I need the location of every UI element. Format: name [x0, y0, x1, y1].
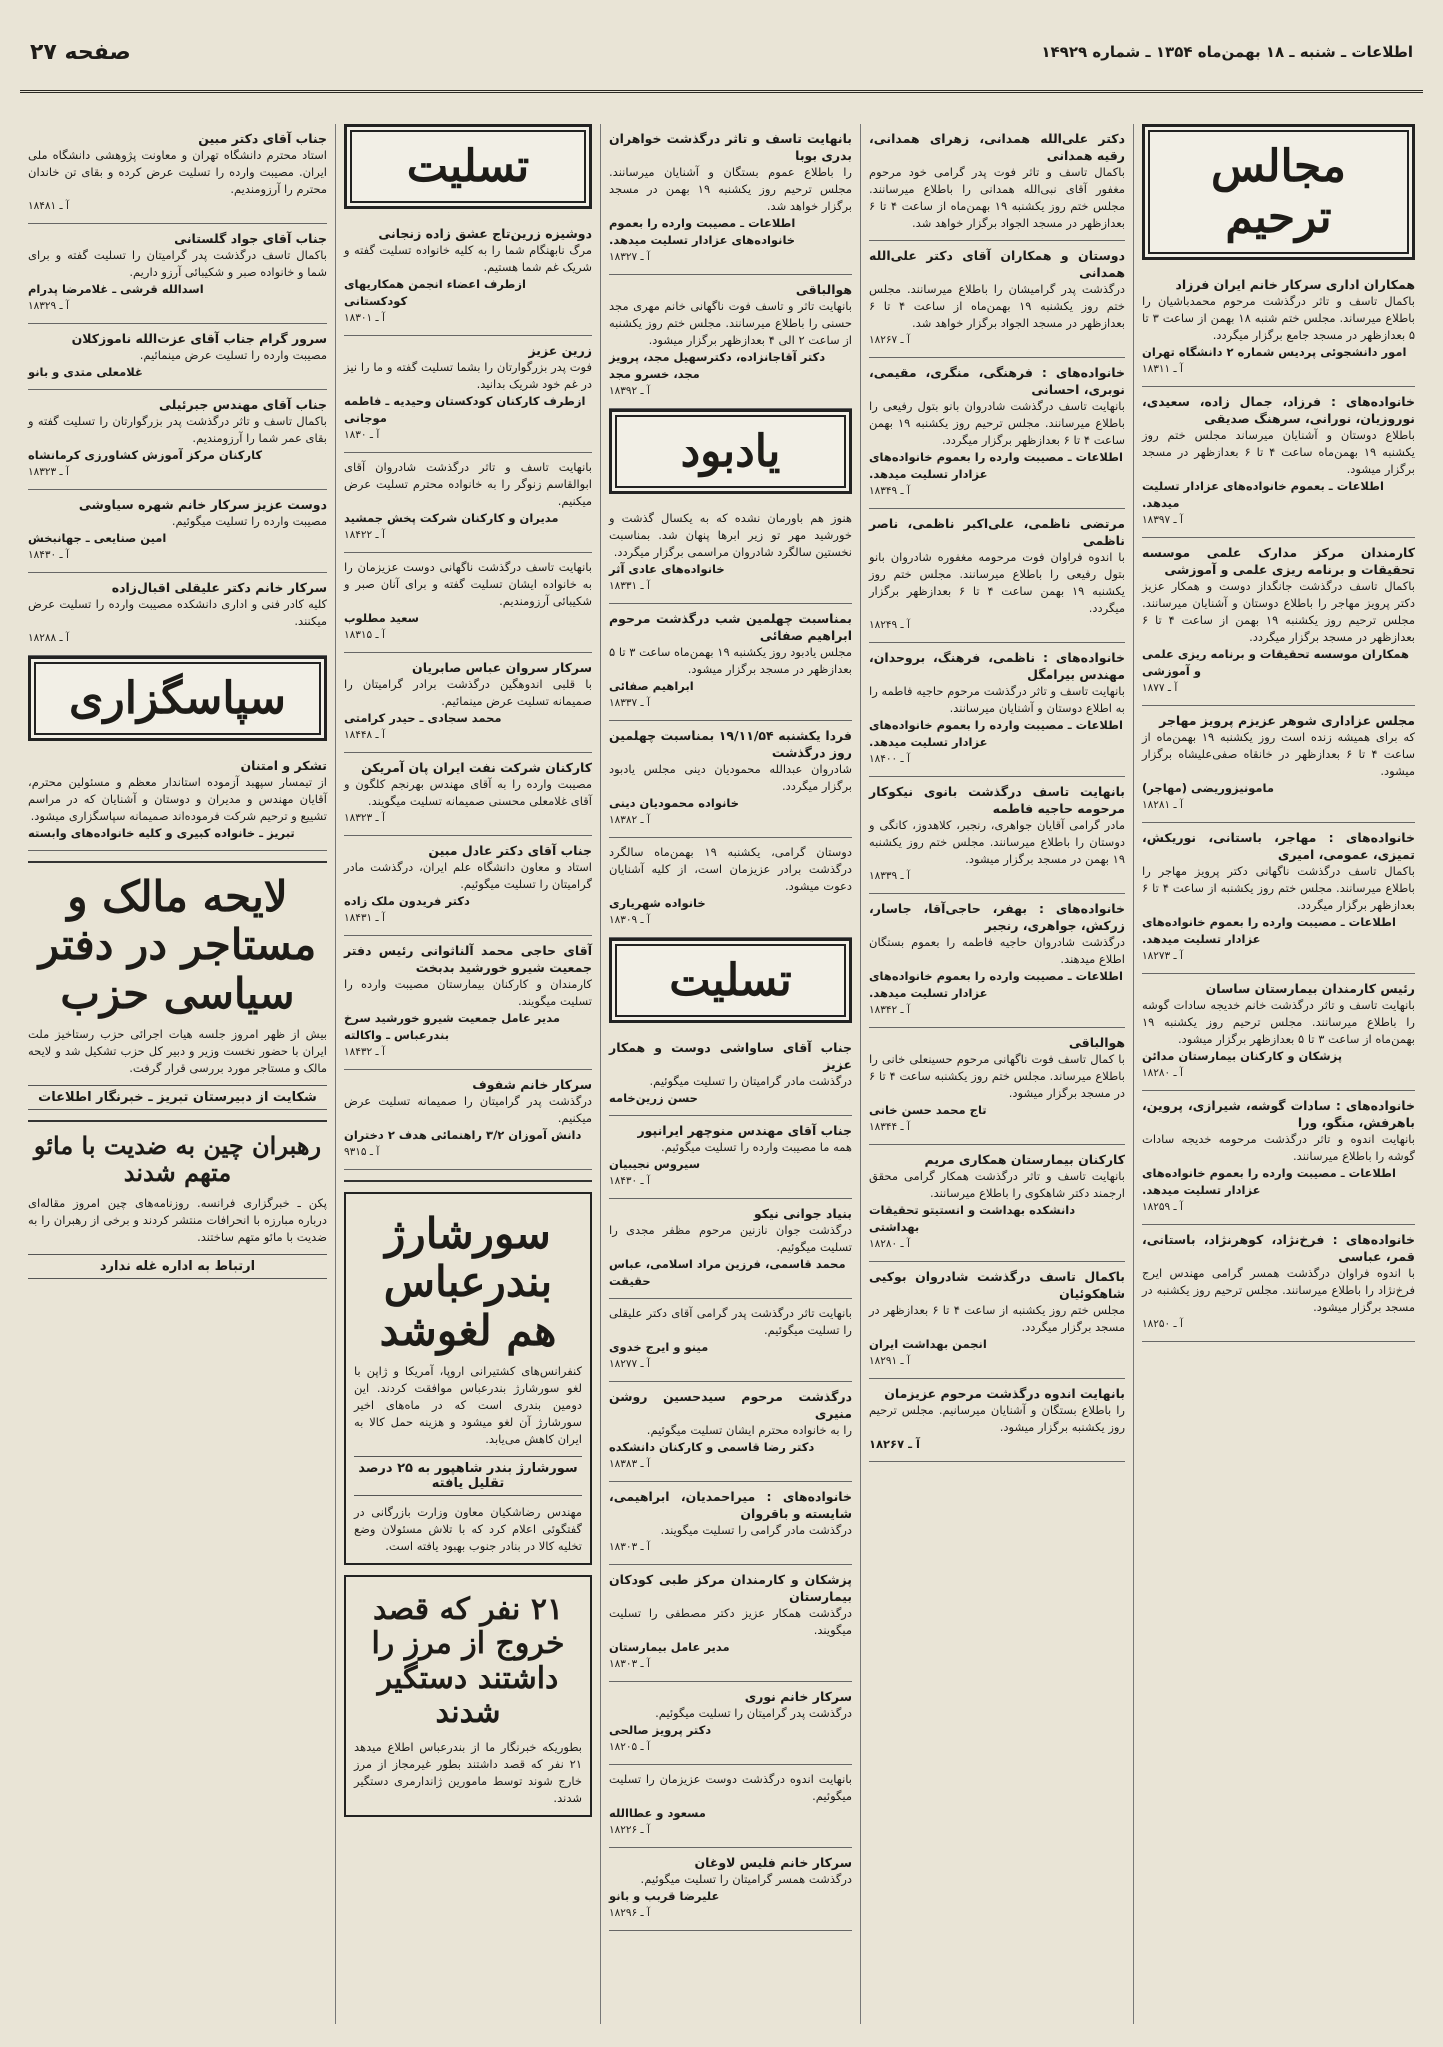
banner-majalis: مجالس ترحیم	[1142, 124, 1415, 260]
notice-code: آ ـ ۱۸۳۲۳	[28, 466, 69, 478]
notice-heading: خانواده‌های : فرزاد، جمال زاده، سعیدی، نوروزیان، نورانی، سرهنگ صدیقی	[1142, 394, 1415, 426]
notice-body: بانهایت تاسف و تاثر درگذشت همکار گرامی محقق ارجمند دکتر شاهکوی را باطلاع میرسانند.	[869, 1169, 1125, 1200]
notice	[344, 1070, 592, 1170]
notice-body: کلیه کادر فنی و اداری دانشکده مصیبت وارده را تسلیت عرض میکنند.	[28, 597, 327, 628]
col3-notices-bottom	[609, 1033, 852, 1931]
notice-code: آ ـ ۱۸۴۳۰	[28, 549, 69, 561]
notice-signature: امور دانشجوئی پردیس شماره ۲ دانشگاه تهران	[1142, 345, 1407, 359]
notice-code: آ ـ ۹۳۱۵	[344, 1146, 380, 1158]
column-4	[335, 124, 600, 2024]
notice-signature: خانواده شهریاری	[609, 896, 706, 910]
notice-code: آ ـ ۱۸۳۰۳	[609, 1658, 650, 1670]
notice-signature: اطلاعات ـ بعموم خانواده‌های عزادار تسلیت میدهد.	[1142, 479, 1384, 510]
notice-heading: تشکر و امتنان	[240, 758, 327, 773]
notice-heading: بمناسبت چهلمین شب درگذشت مرحوم ابراهیم صفائی	[609, 611, 852, 643]
news-lavayeh-title: لایحه مالک و مستاجر در دفتر سیاسی حزب	[38, 872, 317, 1018]
news-surcharge-subhead: سورشارژ بندر شاهپور به ۲۵ درصد تقلیل یافته	[354, 1456, 582, 1496]
notice-heading: سرکار سروان عباس صابریان	[412, 660, 592, 675]
page-number: صفحه ۲۷	[30, 39, 131, 65]
notice-heading: درگذشت مرحوم سیدحسین روشن منیری	[609, 1389, 852, 1421]
news-china-title: رهبران چین به ضدیت با مائو متهم شدند	[33, 1130, 322, 1188]
notice-code: آ ـ ۱۸۳۸۳	[609, 1458, 650, 1470]
notice-body: باکمال تاسف درگذشت ناگهانی دکتر پرویز مهاجر را باطلاع میرسانند. مجلس ختم روز یکشنبه از ساعت ۴ تا ۶ بعدازظهر برگزار میگردد.	[1142, 864, 1415, 912]
notice-signature: اطلاعات ـ مصیبت وارده را بعموم خانواده‌های عزادار تسلیت میدهد.	[609, 216, 796, 247]
notice-body: درگذشت مادر گرامیتان را تسلیت میگوئیم.	[649, 1074, 852, 1088]
col5-notices	[28, 124, 327, 656]
notice	[869, 643, 1125, 777]
notice-heading: خانواده‌های : بهفر، حاجی‌آقا، جاسار، زرکش، جواهری، رنجبر	[869, 901, 1125, 933]
notice	[344, 753, 592, 836]
notice-body: درگذشت پدر گرامیتان را صمیمانه تسلیت عرض میکنیم.	[344, 1094, 592, 1125]
notice-signature: تاج محمد حسن خانی	[869, 1103, 987, 1117]
notice-signature: محمد سجادی ـ حیدر کرامتی	[344, 711, 502, 725]
notice-code: آ ـ ۱۸۳۴۲	[869, 1004, 910, 1016]
notice	[609, 721, 852, 838]
notice-code: آ ـ ۱۸۲۷۳	[1142, 950, 1183, 962]
notice-code: آ ـ ۱۸۲۵۰	[1142, 1318, 1183, 1330]
notice-heading: رئیس کارمندان بیمارستان ساسان	[1205, 981, 1415, 996]
notice-code: آ ـ ۱۸۳۹۲	[609, 385, 650, 397]
news-china-body: پکن ـ خبرگزاری فرانسه. روزنامه‌های چین امروز مقاله‌ای درباره مبارزه با انحرافات منتشر کردند و برخی از رهبران را به ضدیت با مائو متهم ساختند.	[28, 1196, 327, 1245]
col2-notices	[869, 124, 1125, 1462]
notice-body: بانهایت تاسف و تاثر درگذشت شادروان آقای ابوالقاسم زنوگر را به خانواده محترم تسلیت عرض میکنیم.	[344, 460, 592, 508]
notice-heading: بانهایت تاسف و تاثر درگذشت خواهران بدری بوبا	[609, 131, 852, 163]
news-surcharge-title: سورشارژ بندرعباس هم لغوشد	[379, 1209, 557, 1355]
notice	[1142, 974, 1415, 1091]
notice-body: را باطلاع بستگان و آشنایان میرسانیم. مجلس ترحیم روز یکشنبه برگزار میشود.	[869, 1403, 1125, 1434]
notice-body: استاد محترم دانشگاه تهران و معاونت پژوهشی دانشگاه ملی ایران. مصیبت وارده را تسلیت عرض کرده و بقای تن خاندان محترم را آرزومندیم.	[28, 148, 327, 196]
notice-body: فوت پدر بزرگوارتان را بشما تسلیت گفته و ما را نیز در غم خود شریک بدانید.	[344, 360, 592, 391]
notice-code: آ ـ ۱۸۳۱۵	[344, 629, 385, 641]
notice-heading: خانواده‌های : ناظمی، فرهنگ، بروحدان، مهندس بیرامگل	[869, 650, 1125, 682]
notice-heading: هوالباقی	[795, 282, 852, 297]
notice-body: درگذشت مادر گرامی را تسلیت میگویند.	[660, 1523, 852, 1537]
notice-signature: مسعود و عطاالله	[609, 1806, 706, 1820]
notice-heading: بنیاد جوانی نیکو	[753, 1206, 852, 1221]
notice-signature: اطلاعات ـ مصیبت وارده را بعموم خانواده‌های عزادار تسلیت میدهد.	[869, 450, 1123, 481]
notice-code: آ ـ ۱۸۲۹۱	[869, 1355, 910, 1367]
column-3	[600, 124, 860, 2024]
notice-body: باطلاع دوستان و آشنایان میرساند مجلس ختم روز یکشنبه ۱۹ بهمن‌ماه ساعت ۴ تا ۶ بعدازظهر در مسجد برگزار میشود.	[1142, 428, 1416, 476]
notice-code: آ ـ ۱۸۳۴۴	[869, 1121, 910, 1133]
notice-code: آ ـ ۱۸۳۲۳	[344, 812, 385, 824]
separator	[28, 861, 327, 863]
notice-code: آ ـ ۱۸۳۸۲	[609, 814, 650, 826]
notice-code: آ ـ ۱۸۳۲۷	[609, 251, 650, 263]
notice	[609, 838, 852, 938]
notice	[609, 124, 852, 275]
notice-heading: کارمندان مرکز مدارک علمی موسسه تحقیقات و برنامه ریزی علمی و آموزشی	[1142, 545, 1415, 577]
news-border	[344, 1575, 592, 1817]
notice	[609, 504, 852, 604]
notice	[609, 1848, 852, 1931]
notice-body: درگذشت شادروان حاجیه فاطمه را بعموم بستگان اطلاع میدهند.	[869, 935, 1125, 966]
notice-code: آ ـ ۱۸۴۴۸	[344, 729, 385, 741]
col3-notices-mid	[609, 504, 852, 938]
publication-line: اطلاعات ـ شنبه ـ ۱۸ بهمن‌ماه ۱۳۵۴ ـ شماره ۱۴۹۲۹	[1041, 43, 1413, 61]
notice-signature: اسدالله قرشی ـ غلامرضا پدرام	[28, 282, 204, 296]
banner-yadbood: یادبود	[609, 409, 852, 494]
notice-code: آ ـ ۱۸۲۸۱	[1142, 799, 1183, 811]
masthead	[20, 14, 1423, 93]
notice-heading: جناب آقای دکتر مبین	[198, 131, 327, 146]
notice-signature: ابراهیم صفائی	[609, 679, 694, 693]
notice	[28, 751, 327, 851]
notice	[28, 124, 327, 224]
notice-heading: سرور گرام جناب آقای عزت‌الله ناموزکلان	[71, 331, 327, 346]
notice-code: آ ـ ۱۸۲۸۰	[869, 1238, 910, 1250]
notice-signature: انجمن بهداشت ایران	[869, 1337, 987, 1351]
news-surcharge-body: کنفرانس‌های کشتیرانی اروپا، آمریکا و ژاپن با لغو سورشارژ بندرعباس موافقت کردند. این دومین بندری است که در ماه‌های اخیر سورشارژ آن لغو میشود و هزینه حمل کالا به ایران کاهش می‌یابد.	[354, 1363, 582, 1446]
notice-code: آ ـ ۱۸۳۳۷	[609, 697, 650, 709]
notice-signature: غلامعلی متدی و بانو	[28, 365, 143, 379]
news-correction-title: ارتباط به اداره غله ندارد	[28, 1254, 327, 1279]
notice-body: از تیمسار سپهبد آزموده استاندار معظم و مسئولین محترم، آقایان مهندس و مدیران و دوستان و آشنایان که در مراسم تشییع و ترحیم شرکت فرموده‌اند صمیمانه سپاسگزاری میشود.	[28, 775, 327, 823]
notice-heading: بانهایت اندوه درگذشت مرحوم عزیزمان	[884, 1386, 1125, 1401]
col3-notices-top	[609, 124, 852, 409]
notice-body: را به خانواده محترم ایشان تسلیت میگوئیم.	[646, 1423, 852, 1437]
notice	[609, 1299, 852, 1382]
notice	[1142, 270, 1415, 387]
notice-signature: دانش آموزان ۳/۲ راهنمائی هدف ۲ دختران	[344, 1128, 582, 1142]
notice-body: درگذشت همکار عزیز دکتر مصطفی را تسلیت میگویند.	[609, 1606, 852, 1637]
notice-body: باکمال تاسف و تاثر درگذشت مرحوم محمدباشیان را باطلاع میرساند. مجلس ختم شنبه ۱۸ بهمن از ساعت ۳ تا ۵ بعدازظهر در مسجد جامع برگزار میگردد.	[1142, 294, 1415, 342]
notice	[869, 358, 1125, 509]
notice-body: بانهایت تاثر و تاسف فوت ناگهانی خانم مهری مجد حسنی را باطلاع میرسانند. مجلس ختم روز یکشنبه از ساعت ۲ الی ۴ بعدازظهر برگزار میشود.	[609, 299, 852, 347]
notice-code: آ ـ ۱۸۲۰۵	[609, 1741, 650, 1753]
notice-body: درگذشت همسر گرامیتان را تسلیت میگوئیم.	[640, 1872, 852, 1886]
notice-signature: تبریز ـ خانواده کبیری و کلیه خانواده‌های وابسته	[28, 826, 295, 840]
notice	[28, 390, 327, 490]
notice-body: مصیبت وارده را تسلیت میگوئیم.	[171, 514, 327, 528]
notice	[869, 894, 1125, 1028]
notice-signature: مینو و ایرج خدوی	[609, 1340, 709, 1354]
notice-heading: دوست عزیز سرکار خانم شهره سیاوشی	[78, 497, 327, 512]
notice	[869, 1028, 1125, 1145]
notice	[1142, 538, 1415, 706]
notice-signature: کارکنان مرکز آموزش کشاورزی کرمانشاه	[28, 448, 263, 462]
notice-signature: مدیر عامل جمعیت شیرو خورشید سرخ بندرعباس ـ واکالته	[344, 1011, 560, 1042]
notice-body: همه ما مصیبت وارده را تسلیت میگوئیم.	[661, 1140, 852, 1154]
notice-code: آ ـ ۱۸۳۱۱	[1142, 363, 1183, 375]
notice	[344, 219, 592, 336]
notice-signature: دکتر پرویز صالحی	[609, 1723, 712, 1737]
notice	[1142, 1225, 1415, 1342]
notice-signature: ازطرف اعضاء انجمن همکاریهای کودکستانی	[344, 277, 526, 308]
notice-code: آ ـ ۱۸۲۸۰	[1142, 1067, 1183, 1079]
notice-heading: همکاران اداری سرکار خانم ایران فرزاد	[1175, 277, 1415, 292]
notice	[1142, 387, 1415, 538]
notice-code: آ ـ ۱۸۴۳۲	[344, 1046, 385, 1058]
notice-code: آ ـ ۱۸۳۰۳	[609, 1541, 650, 1553]
notice-code: آ ـ ۱۸۴۳۱	[344, 912, 385, 924]
notice-signature: اطلاعات ـ مصیبت وارده را بعموم خانواده‌های عزادار تسلیت میدهد.	[869, 969, 1123, 1000]
notice-body: مرگ نابهنگام شما را به کلیه خانواده تسلیت گفته و شریک غم شما هستیم.	[344, 243, 592, 274]
notice-code: آ ـ ۱۸۴۳۰	[609, 1175, 650, 1187]
notice	[28, 324, 327, 390]
notice-heading: فردا یکشنبه ۱۹/۱۱/۵۴ بمناسبت چهلمین روز درگذشت	[609, 728, 852, 760]
notice-heading: پزشکان و کارمندان مرکز طبی کودکان بیمارستان	[609, 1572, 852, 1604]
notice-body: بانهایت تاسف درگذشت شادروان بانو بتول رفیعی را باطلاع میرسانند. مجلس ترحیم روز یکشنبه ۱۹ بهمن ساعت ۴ تا ۶ بعدازظهر برگزار میگردد.	[869, 399, 1126, 447]
notice-heading: مرتضی ناظمی، علی‌اکبر ناظمی، ناصر ناظمی	[869, 516, 1125, 548]
notice-body: بانهایت تاثر درگذشت پدر گرامی آقای دکتر علیقلی را تسلیت میگوئیم.	[609, 1306, 852, 1337]
notice-signature: سعید مطلوب	[344, 611, 419, 625]
news-surcharge	[344, 1192, 592, 1565]
notice	[869, 509, 1125, 643]
separator	[28, 1120, 327, 1122]
notice	[869, 1262, 1125, 1379]
notice	[344, 936, 592, 1070]
notice-heading: جناب آقای مهندس جبرئیلی	[158, 397, 327, 412]
notice	[609, 1382, 852, 1482]
notice-signature: دکتر رضا قاسمی و کارکنان دانشکده	[609, 1440, 815, 1454]
notice-signature: ازطرف کارکنان کودکستان وحیدیه ـ فاطمه موجانی	[344, 394, 586, 425]
notice-code: آ ـ ۱۸۴۲۲	[344, 529, 385, 541]
notice-body: بانهایت اندوه و تاثر درگذشت مرحومه خدیجه سادات گوشه را باطلاع میرسانند.	[1142, 1132, 1415, 1163]
notice-body: مصیبت وارده را تسلیت عرض مینمائیم.	[139, 348, 327, 362]
notice-signature: محمد قاسمی، فرزین مراد اسلامی، عباس حقیقت	[609, 1257, 846, 1288]
notice-heading: خانواده‌های : فرخ‌نژاد، کوهرنژاد، باستانی، قمر، عباسی	[1142, 1232, 1415, 1264]
notice	[869, 124, 1125, 241]
notice-code: آ ـ ۱۸۲۲۶	[609, 1824, 650, 1836]
notice-heading: خانواده‌های : مهاجر، باستانی، نوریکش، تمیزی، عمومی، امیری	[1142, 830, 1415, 862]
notice-code: آ ـ ۱۸۲۵۹	[1142, 1201, 1183, 1213]
column-2	[860, 124, 1133, 2024]
notice	[28, 490, 327, 573]
notice-body: درگذشت پدر گرامیتان را تسلیت میگوئیم.	[655, 1706, 852, 1720]
column-majalis	[1133, 124, 1423, 2024]
notice-heading: سرکار خانم شفوف	[472, 1077, 592, 1092]
notice-code: آ ـ ۱۸۳۰۹	[609, 914, 650, 926]
notice-signature: آ ـ ۱۸۲۶۷	[869, 1437, 920, 1451]
notice-body: باکمال تاسف درگذشت جانگداز دوست و همکار عزیز دکتر پرویز مهاجر را باطلاع دوستان و آشنایان میرسانند. مجلس ترحیم روز یکشنبه ۱۹ بهمن از ساعت ۴ تا ۶ بعدازظهر در مسجد برگزار میگردد.	[1142, 579, 1415, 644]
notice-signature: امین صنایعی ـ جهانبخش	[28, 531, 167, 545]
notice-heading: خانواده‌های : میراحمدیان، ابراهیمی، شایسته و باقروان	[609, 1489, 852, 1521]
notice-body: مصیبت وارده را به آقای مهندس بهرنجم کلگون و آقای غلامعلی محسنی صمیمانه تسلیت میگویند.	[344, 777, 592, 808]
notice-code: آ ـ ۱۸۲۷۷	[609, 1358, 650, 1370]
notice-heading: زرین عزیز	[528, 343, 592, 358]
notice-body: را باطلاع عموم بستگان و آشنایان میرسانند. مجلس ترحیم روز یکشنبه ۱۹ بهمن در مسجد برگزار خواهد شد.	[609, 165, 852, 213]
notice-heading: سرکار خانم دکتر علیقلی اقبال‌زاده	[111, 580, 327, 595]
notice-signature: خانواده محمودیان دینی	[609, 796, 740, 810]
notice-heading: باکمال تاسف درگذشت شادروان بوکیی شاهکوئیان	[869, 1269, 1125, 1301]
notice-body: بانهایت تاسف و تاثر درگذشت خانم خدیجه سادات گوشه را باطلاع میرسانند. مجلس ترحیم روز یکشنبه ۱۹ بهمن‌ماه از ساعت ۳ تا ۵ بعدازظهر برگزار میشود.	[1142, 998, 1415, 1046]
notice	[609, 1765, 852, 1848]
col1-notices	[1142, 270, 1415, 1342]
notice-signature: اطلاعات ـ مصیبت وارده را بعموم خانواده‌های عزادار تسلیت میدهد.	[869, 718, 1123, 749]
notice-heading: جناب آقای جواد گلستانی	[174, 231, 327, 246]
notice-heading: بانهایت تاسف درگذشت بانوی نیکوکار مرحومه حاجیه فاطمه	[869, 784, 1125, 816]
notice-signature: دکتر فریدون ملک زاده	[344, 894, 470, 908]
notice-body: شادروان عبدالله محمودیان دینی مجلس یادبود برگزار میگردد.	[609, 762, 852, 793]
notice-body: با اندوه فراوان درگذشت همسر گرامی مهندس ایرج فرخ‌نژاد را باطلاع میرسانند. مجلس ترحیم روز یکشنبه در مسجد برگزار میشود.	[1142, 1266, 1415, 1314]
news-lavayeh-body: بیش از ظهر امروز جلسه هیات اجرائی حزب رستاخیز ملت ایران با حضور نخست وزیر و دبیر کل حزب تشکیل شد و لایحه مالک و مستاجر مورد بررسی قرار گرفت.	[28, 1026, 327, 1075]
notice-code: آ ـ ۱۸۳۰	[344, 429, 380, 441]
notice	[609, 1199, 852, 1299]
banner-sepasgozari: سپاسگزاری	[28, 656, 327, 741]
notice-code: آ ـ ۱۸۲۹۶	[609, 1907, 650, 1919]
notice	[609, 604, 852, 721]
notice-heading: کارکنان شرکت نفت ایران پان آمریکن	[361, 760, 592, 775]
notice	[869, 241, 1125, 358]
notice	[609, 1682, 852, 1765]
notice-body: بانهایت تاسف درگذشت ناگهانی دوست عزیزمان را به خانواده ایشان تسلیت گفته و برای آنان صبر و شکیبائی آرزومندیم.	[344, 560, 592, 608]
separator	[344, 1180, 592, 1182]
notice-code: آ ـ ۱۸۳۲۹	[28, 300, 69, 312]
notice-body: با اندوه فراوان فوت مرحومه مغفوره شادروان بانو بتول رفیعی را باطلاع میرسانند. مجلس ختم روز یکشنبه ۱۹ بهمن ساعت ۴ تا ۶ بعدازظهر برگزار میگردد.	[869, 550, 1126, 615]
notice-heading: مجلس عزاداری شوهر عزیزم پرویز مهاجر	[1159, 713, 1415, 728]
notice	[869, 777, 1125, 894]
notice	[28, 224, 327, 324]
notice	[609, 275, 852, 409]
notice-code: آ ـ ۱۸۳۹۷	[1142, 514, 1183, 526]
notice	[609, 1033, 852, 1116]
notice-signature: مامونیزوریضی (مهاجر)	[1142, 781, 1274, 795]
notice-body: استاد و معاون دانشگاه علم ایران، درگذشت مادر گرامیتان را تسلیت میگوئیم.	[344, 860, 592, 891]
notice-signature: مدیر عامل بیمارستان	[609, 1640, 730, 1654]
notice-body: بانهایت اندوه درگذشت دوست عزیزمان را تسلیت میگوئیم.	[609, 1772, 852, 1803]
notice-heading: دوشیزه زرین‌تاج عشق زاده زنجانی	[378, 226, 592, 241]
notice	[869, 1379, 1125, 1462]
notice-signature: حسن زرین‌خامه	[609, 1091, 698, 1105]
banner-tasliat: تسلیت	[344, 124, 592, 209]
notice	[28, 573, 327, 656]
notice-signature: پزشکان و کارکنان بیمارستان مدائن	[1142, 1049, 1343, 1063]
notice-heading: جناب آقای دکتر عادل مبین	[428, 843, 592, 858]
column-5	[20, 124, 335, 2024]
notice-body: با کمال تاسف فوت ناگهانی مرحوم حسینعلی خانی را باطلاع میرساند. مجلس ختم روز یکشنبه ساعت ۴ تا ۶ در مسجد برگزار میشود.	[869, 1052, 1125, 1100]
notice-heading: جناب آقای ساواشی دوست و همکار عزیز	[609, 1040, 852, 1072]
notice-body: مادر گرامی آقایان جواهری، رنجبر، کلاهدوز، کانگی و دوستان را باطلاع میرسانند. مجلس ختم روز یکشنبه ۱۹ بهمن در مسجد برگزار میشود.	[869, 818, 1125, 866]
notice-body: درگذشت پدر گرامیشان را باطلاع میرسانند. مجلس ختم روز یکشنبه ۱۹ بهمن‌ماه از ساعت ۴ تا ۶ بعدازظهر در مسجد الجواد برگزار خواهد شد.	[869, 282, 1125, 330]
notice-signature: مدیران و کارکنان شرکت پخش جمشید	[344, 511, 559, 525]
notice-signature: اطلاعات ـ مصیبت وارده را بعموم خانواده‌های عزادار تسلیت میدهد.	[1142, 915, 1396, 946]
notice	[344, 836, 592, 936]
notice-signature: خانواده‌های عادی آثر	[609, 562, 725, 576]
notice-body: باکمال تاسف درگذشت پدر گرامیتان را تسلیت گفته و برای شما و خانواده صبر و شکیبائی آرزو داریم.	[28, 248, 327, 279]
col4-notices	[344, 219, 592, 1170]
notice-body: باکمال تاسف و تاثر درگذشت پدر بزرگوارتان را تسلیت گفته و بقای عمر شما را آرزومندیم.	[28, 414, 327, 445]
notice-signature: علیرضا قربب و بانو	[609, 1889, 720, 1903]
banner-tasliat-2: تسلیت	[609, 938, 852, 1023]
notice	[344, 453, 592, 553]
notice	[869, 1145, 1125, 1262]
notice-body: باکمال تاسف و تاثر فوت پدر گرامی خود مرحوم مغفور آقای نبی‌الله همدانی را باطلاع میرسانند. مجلس ختم روز یکشنبه ۱۹ بهمن‌ماه از ساعت ۴ تا ۶ بعدازظهر در مسجد الجواد برگزار خواهد شد.	[869, 165, 1126, 230]
notice-heading: خانواده‌های : سادات گوشه، شیرازی، پروین، باهرفش، منگو، ورا	[1142, 1098, 1415, 1130]
notice-code: آ ـ ۱۸۳۴۹	[869, 485, 910, 497]
notice-body: دوستان گرامی، یکشنبه ۱۹ بهمن‌ماه سالگرد درگذشت برادر عزیزمان است، از کلیه آشنایان دعوت میشود.	[609, 845, 852, 893]
notice-code: آ ـ ۱۸۳۳۱	[609, 580, 650, 592]
notice-code: آ ـ ۱۸۲۶۷	[869, 334, 910, 346]
notice-signature: اطلاعات ـ مصیبت وارده را بعموم خانواده‌های عزادار تسلیت میدهد.	[1142, 1166, 1396, 1197]
news-border-body: بطوریکه خبرنگار ما از بندرعباس اطلاع میدهد ۲۱ نفر که قصد داشتند بطور غیرمجاز از مرز خارج شوند توسط مامورین ژاندارمری دستگیر شدند.	[354, 1739, 582, 1805]
notice-body: مجلس ختم روز یکشنبه از ساعت ۴ تا ۶ بعدازظهر در مسجد برگزار میگردد.	[869, 1303, 1125, 1334]
notice-code: آ ـ ۱۸۳۳۹	[869, 870, 910, 882]
notice	[344, 553, 592, 653]
notice-signature: دانشکده بهداشت و انستیتو تحقیقات بهداشتی	[869, 1203, 1076, 1234]
col5-thanks	[28, 751, 327, 851]
notice	[1142, 1091, 1415, 1225]
notice-body: هنوز هم باورمان نشده که به یکسال گذشت و خورشید مهر تو زیر ابرها پنهان شد. بمناسبت نخستین سالگرد شادروان مراسمی برگزار میگردد.	[609, 511, 852, 559]
notice-code: آ ـ ۱۸۲۸۸	[28, 632, 69, 644]
notice-code: آ ـ ۱۸۷۷	[1142, 682, 1178, 694]
notice-body: مجلس یادبود روز یکشنبه ۱۹ بهمن‌ماه ساعت ۳ تا ۵ بعدازظهر در مسجد برگزار میشود.	[609, 645, 853, 676]
notice-heading: دکتر علی‌الله همدانی، زهرای همدانی، رقیه همدانی	[869, 131, 1125, 163]
notice-signature: همکاران موسسه تحقیقات و برنامه ریزی علمی و آموزشی	[1142, 647, 1410, 678]
news-complaint-title: شکایت از دبیرستان تبریز ـ خبرنگار اطلاعات	[28, 1085, 327, 1110]
notice-body: کارمندان و کارکنان بیمارستان مصیبت وارده را تسلیت میگویند.	[344, 977, 592, 1008]
notice-body: که برای همیشه زنده است روز یکشنبه ۱۹ بهمن‌ماه از ساعت ۴ تا ۶ بعدازظهر در خانقاه صفی‌علیشاه برگزار میشود.	[1142, 730, 1415, 778]
notice-code: آ ـ ۱۸۴۰۰	[869, 753, 910, 765]
notice-body: با قلبی اندوهگین درگذشت برادر گرامیتان را صمیمانه تسلیت عرض مینمائیم.	[344, 677, 592, 708]
notice-heading: خانواده‌های : فرهنگی، منگری، مقیمی، نوبری، احسانی	[869, 365, 1125, 397]
notice-heading: آقای حاجی محمد آلناثوانی رئیس دفتر جمعیت شیرو خورشید بدبخت	[344, 943, 592, 975]
notice-heading: کارکنان بیمارستان همکاری مریم	[924, 1152, 1125, 1167]
notice-heading: جناب آقای مهندس منوچهر ایرانپور	[637, 1123, 852, 1138]
notice-signature: دکتر آقاجانزاده، دکترسهیل مجد، پرویز مجد، خسرو مجد	[609, 350, 826, 381]
notice	[344, 336, 592, 453]
notice-heading: سرکار خانم فلیس لاوغان	[694, 1855, 852, 1870]
notice-signature: سیروس نجیبیان	[609, 1157, 701, 1171]
notice	[344, 653, 592, 753]
notice-code: آ ـ ۱۸۲۴۹	[869, 619, 910, 631]
notice-heading: سرکار خانم نوری	[744, 1689, 852, 1704]
notice-code: آ ـ ۱۸۳۰۱	[344, 312, 385, 324]
notice	[609, 1482, 852, 1565]
notice	[609, 1116, 852, 1199]
notice-heading: هوالباقی	[1068, 1035, 1125, 1050]
notice-code: آ ـ ۱۸۴۸۱	[28, 200, 69, 212]
notice	[609, 1565, 852, 1682]
notice	[1142, 823, 1415, 974]
news-surcharge-body-2: مهندس رضاشکیان معاون وزارت بازرگانی در گفتگوئی اعلام کرد که با تلاش مسئولان وضع تخلیه کالا در بنادر جنوب بهبود یافته است.	[354, 1504, 582, 1553]
notice-body: بانهایت تاسف و تاثر درگذشت مرحوم حاجیه فاطمه را به اطلاع دوستان و آشنایان میرسانند.	[869, 684, 1125, 715]
notice	[1142, 706, 1415, 823]
news-border-title: ۲۱ نفر که قصد خروج از مرز را داشتند دستگیر شدند	[371, 1591, 565, 1731]
notice-heading: دوستان و همکاران آقای دکتر علی‌الله همدانی	[869, 248, 1125, 280]
notice-body: درگذشت جوان نازنین مرحوم مظفر مجدی را تسلیت میگوئیم.	[609, 1223, 852, 1254]
